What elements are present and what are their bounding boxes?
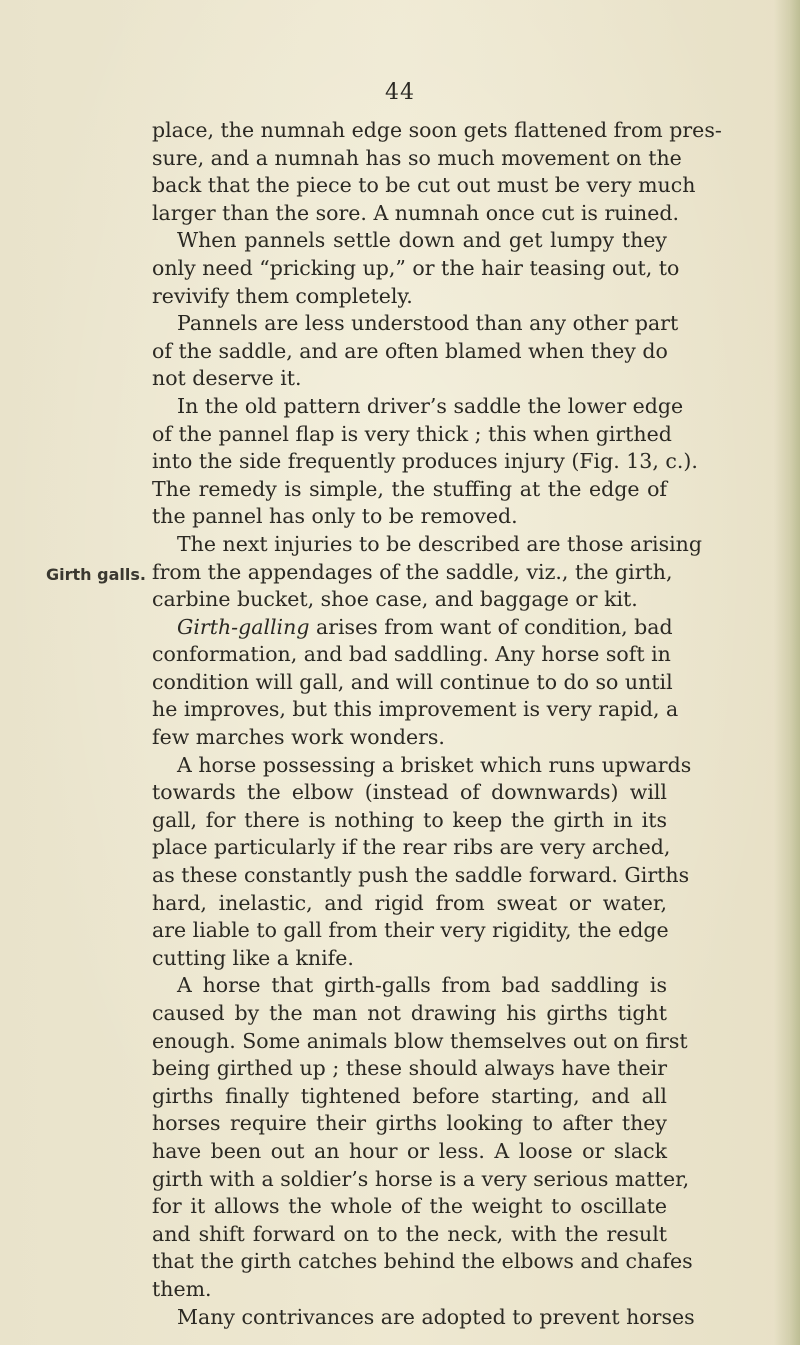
text-line: conformation, and bad saddling. Any horse soft in xyxy=(152,642,671,667)
text-line: of the pannel flap is very thick ; this when girthed xyxy=(152,421,672,446)
text-line: them. xyxy=(152,1276,212,1301)
text-line: place, the numnah edge soon gets flattened from pres- xyxy=(152,118,722,142)
text-line: place particularly if the rear ribs are very arched, xyxy=(152,835,671,860)
text-line: he improves, but this improvement is very rapid, a xyxy=(152,697,679,722)
body-text xyxy=(152,117,722,1331)
text-line: the pannel has only to be removed. xyxy=(152,504,518,529)
text-line: of the saddle, and are often blamed when they do xyxy=(152,338,668,363)
page-edge-shadow xyxy=(774,0,800,1345)
text-line: only need “pricking up,” or the hair teasing out, to xyxy=(152,255,680,280)
text-line: for it allows the whole of the weight to oscillate xyxy=(152,1194,667,1219)
text-line: are liable to gall from their very rigidity, the edge xyxy=(152,918,669,943)
italic-term: Girth-galling xyxy=(177,614,310,639)
text-line: girths finally tightened before starting, and all xyxy=(152,1083,667,1108)
text-line: from the appendages of the saddle, viz., the girth, xyxy=(152,559,673,584)
text-line: and shift forward on to the neck, with the result xyxy=(152,1221,667,1246)
text-line: caused by the man not drawing his girths tight xyxy=(152,1001,667,1025)
marginal-note: Girth galls. xyxy=(46,565,146,584)
text-line-rest: arises from want of condition, bad xyxy=(309,614,673,639)
text-line: carbine bucket, shoe case, and baggage or kit. xyxy=(152,587,638,612)
text-line: being girthed up ; these should always have their xyxy=(152,1056,667,1081)
text-line: larger than the sore. A numnah once cut is ruined. xyxy=(152,200,679,225)
text-line: The remedy is simple, the stuffing at the edge of xyxy=(152,476,667,501)
text-line: towards the elbow (instead of downwards) will xyxy=(152,780,667,805)
text-line: as these constantly push the saddle forward. Girths xyxy=(152,863,690,888)
text-line: enough. Some animals blow themselves out on first xyxy=(152,1028,688,1053)
text-line: not deserve it. xyxy=(152,366,302,391)
text-line: condition will gall, and will continue to do so until xyxy=(152,669,673,694)
page-number: 44 xyxy=(385,80,415,105)
text-line: Many contrivances are adopted to prevent horses xyxy=(177,1304,695,1329)
text-line: In the old pattern driver’s saddle the lower edge xyxy=(177,393,684,418)
text-line: into the side frequently produces injury (Fig. 13, c.). xyxy=(152,449,698,474)
text-line: The next injuries to be described are those arising xyxy=(177,531,702,556)
text-line xyxy=(152,614,673,642)
text-line: few marches work wonders. xyxy=(152,725,445,750)
text-line: sure, and a numnah has so much movement on the xyxy=(152,145,682,170)
text-line: have been out an hour or less. A loose or slack xyxy=(152,1138,667,1163)
text-line: gall, for there is nothing to keep the girth in its xyxy=(152,807,667,832)
text-line: Pannels are less understood than any other part xyxy=(177,311,679,336)
text-line: revivify them completely. xyxy=(152,283,413,308)
text-line: cutting like a knife. xyxy=(152,945,354,970)
text-line: hard, inelastic, and rigid from sweat or water, xyxy=(152,890,667,915)
text-line: back that the piece to be cut out must be very much xyxy=(152,173,696,198)
text-line: A horse that girth-galls from bad saddling is xyxy=(177,973,667,998)
text-line: girth with a soldier’s horse is a very serious matter, xyxy=(152,1166,690,1191)
text-line: horses require their girths looking to after they xyxy=(152,1111,667,1136)
text-line: that the girth catches behind the elbows and chafes xyxy=(152,1249,693,1274)
text-line: When pannels settle down and get lumpy they xyxy=(177,228,667,253)
text-line: A horse possessing a brisket which runs upwards xyxy=(177,752,692,777)
